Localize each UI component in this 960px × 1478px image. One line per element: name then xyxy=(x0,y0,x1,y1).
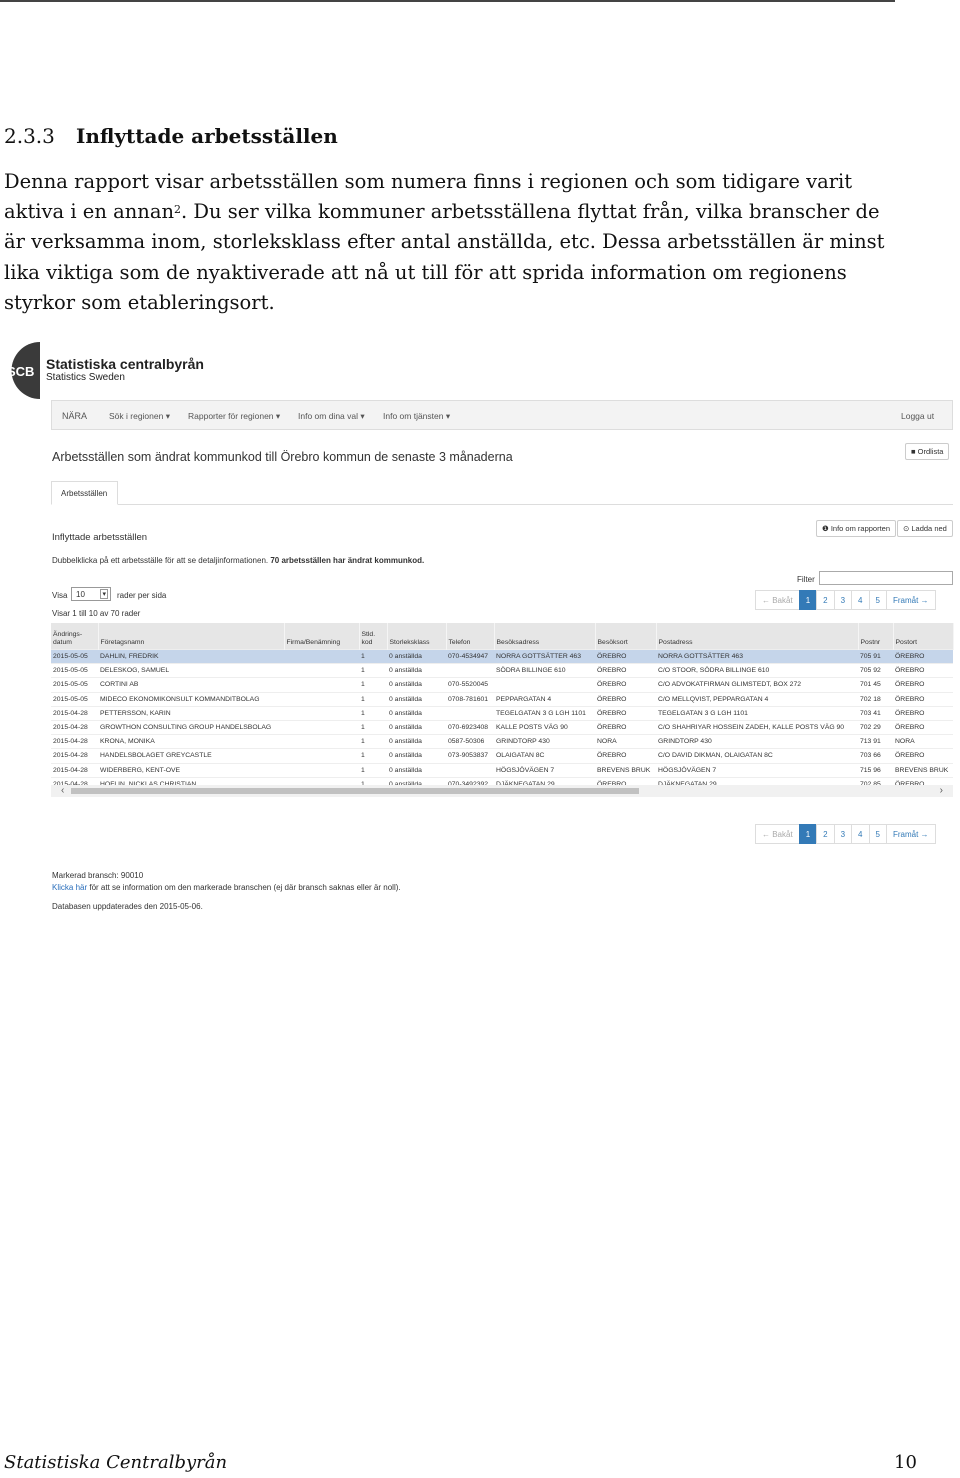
results-table xyxy=(51,623,954,791)
table-row[interactable] xyxy=(51,720,953,734)
table-cell: TEGELGATAN 3 G LGH 1101 xyxy=(656,706,858,720)
body-paragraph xyxy=(4,167,899,318)
table-cell xyxy=(284,692,359,706)
table-cell: 0 anställda xyxy=(387,692,446,706)
page-size-select[interactable] xyxy=(71,587,111,601)
page-1-button-bottom[interactable]: 1 xyxy=(799,824,817,844)
page-1-button[interactable]: 1 xyxy=(799,590,817,610)
table-cell: TEGELGATAN 3 G LGH 1101 xyxy=(494,706,595,720)
pagination-bottom xyxy=(756,824,936,844)
table-cell: ÖREBRO xyxy=(595,720,656,734)
table-cell: CORTINI AB xyxy=(98,678,284,692)
page-2-button-bottom[interactable]: 2 xyxy=(816,824,834,844)
marked-industry-info xyxy=(52,883,401,892)
table-cell: 703 66 xyxy=(858,749,893,763)
database-updated: Databasen uppdaterades den 2015-05-06. xyxy=(52,902,203,911)
table-cell: 0 anställda xyxy=(387,678,446,692)
horizontal-scrollbar[interactable] xyxy=(51,785,953,797)
table-cell: 2015-04-28 xyxy=(51,749,98,763)
table-cell xyxy=(446,706,494,720)
table-cell: 2015-05-05 xyxy=(51,664,98,678)
logout-link[interactable]: Logga ut xyxy=(901,411,935,421)
table-cell xyxy=(284,749,359,763)
table-cell: C/O DAVID DIKMAN, OLAIGATAN 8C xyxy=(656,749,858,763)
table-cell: MIDECO EKONOMIKONSULT KOMMANDITBOLAG xyxy=(98,692,284,706)
table-cell: ÖREBRO xyxy=(595,650,656,664)
prev-page-button[interactable]: ← Bakåt xyxy=(755,590,800,610)
table-cell: C/O STOOR, SÖDRA BILLINGE 610 xyxy=(656,664,858,678)
table-header-row xyxy=(51,623,953,650)
table-cell: KRONA, MONIKA xyxy=(98,735,284,749)
page-4-button-bottom[interactable]: 4 xyxy=(851,824,869,844)
table-cell: 1 xyxy=(359,650,387,664)
table-cell: 2015-04-28 xyxy=(51,706,98,720)
tab-divider xyxy=(51,504,953,505)
table-cell: ÖREBRO xyxy=(893,720,953,734)
page-5-button-bottom[interactable]: 5 xyxy=(869,824,887,844)
table-cell xyxy=(284,763,359,777)
column-header[interactable]: Postort xyxy=(893,623,953,650)
nav-item-info-tjansten[interactable]: Info om tjänsten ▾ xyxy=(383,411,451,421)
table-cell: 705 92 xyxy=(858,664,893,678)
table-cell: 2015-05-05 xyxy=(51,678,98,692)
table-cell: 2015-04-28 xyxy=(51,763,98,777)
footer-org: Statistiska Centralbyrån xyxy=(4,1452,228,1473)
table-cell: DAHLIN, FREDRIK xyxy=(98,650,284,664)
table-cell: HANDELSBOLAGET GREYCASTLE xyxy=(98,749,284,763)
info-report-label: Info om rapporten xyxy=(830,524,891,533)
book-icon: ■ xyxy=(911,447,918,456)
table-cell: 2015-04-28 xyxy=(51,735,98,749)
table-cell: 1 xyxy=(359,735,387,749)
page-4-button[interactable]: 4 xyxy=(851,590,869,610)
table-row[interactable] xyxy=(51,706,953,720)
table-cell xyxy=(284,735,359,749)
column-header[interactable]: Ändrings- datum xyxy=(51,623,98,650)
table-cell: C/O ADVOKATFIRMAN GLIMSTEDT, BOX 272 xyxy=(656,678,858,692)
page-3-button-bottom[interactable]: 3 xyxy=(834,824,852,844)
table-cell: OLAIGATAN 8C xyxy=(494,749,595,763)
table-cell: 0 anställda xyxy=(387,735,446,749)
table-cell: ÖREBRO xyxy=(893,706,953,720)
table-cell: ÖREBRO xyxy=(595,678,656,692)
table-row[interactable] xyxy=(51,749,953,763)
table-cell: PETTERSSON, KARIN xyxy=(98,706,284,720)
logo-mark: SCB xyxy=(7,364,35,379)
table-row[interactable] xyxy=(51,763,953,777)
table-cell: 0 anställda xyxy=(387,720,446,734)
desc-instruction: Dubbelklicka på ett arbetsställe för att se detaljinformationen. xyxy=(52,556,269,565)
pagination-top xyxy=(756,590,936,610)
paragraph-text-2: . Du ser vilka kommuner arbetsställena flyttat från, vilka branscher de är verksamma inom, storleksklass efter antal anställda, etc. Dessa arbetsställen är minst lika viktiga som de nyaktiverade att nå ut till för att sprida information om regionens styrkor som etableringsort. xyxy=(4,200,885,314)
info-icon: ❶ xyxy=(822,524,831,533)
marked-info-text: för att se information om den markerade branschen (ej där bransch saknas eller är noll). xyxy=(87,883,401,892)
next-page-button-bottom[interactable]: Framåt → xyxy=(886,824,936,844)
table-cell: NORRA GOTTSÄTTER 463 xyxy=(656,650,858,664)
table-cell: ÖREBRO xyxy=(893,664,953,678)
table-cell: ÖREBRO xyxy=(893,678,953,692)
app-screenshot xyxy=(0,338,960,928)
table-cell: 2015-05-05 xyxy=(51,650,98,664)
table-cell: ÖREBRO xyxy=(595,706,656,720)
nav-item-rapporter[interactable]: Rapporter för regionen ▾ xyxy=(188,411,281,421)
tab-arbetsstallen[interactable]: Arbetsställen xyxy=(51,481,118,505)
table-cell: NORRA GOTTSÄTTER 463 xyxy=(494,650,595,664)
table-cell: DELESKOG, SAMUEL xyxy=(98,664,284,678)
scb-logo-icon xyxy=(3,342,40,399)
scroll-right-icon[interactable]: › xyxy=(939,785,943,796)
table-cell: 1 xyxy=(359,749,387,763)
table-cell: 705 91 xyxy=(858,650,893,664)
table-cell: 1 xyxy=(359,706,387,720)
table-row[interactable] xyxy=(51,735,953,749)
table-cell: KALLE POSTS VÄG 90 xyxy=(494,720,595,734)
table-cell: 073-9053837 xyxy=(446,749,494,763)
table-cell: 2015-05-05 xyxy=(51,692,98,706)
column-header[interactable]: Postadress xyxy=(656,623,858,650)
table-cell: 070-4534947 xyxy=(446,650,494,664)
table-cell xyxy=(446,664,494,678)
table-cell: 702 18 xyxy=(858,692,893,706)
logo-name: Statistiska centralbyrån xyxy=(46,356,204,372)
info-report-button[interactable] xyxy=(816,520,896,537)
table-cell: 1 xyxy=(359,678,387,692)
nav-item-sok[interactable]: Sök i regionen ▾ xyxy=(109,411,170,421)
table-cell: C/O SHAHRIYAR HOSSEIN ZADEH, KALLE POSTS VÄG 90 xyxy=(656,720,858,734)
next-page-button[interactable]: Framåt → xyxy=(886,590,936,610)
table-cell: WIDERBERG, KENT-OVE xyxy=(98,763,284,777)
table-cell xyxy=(494,678,595,692)
table-cell: 0 anställda xyxy=(387,664,446,678)
table-cell: 0 anställda xyxy=(387,749,446,763)
table-cell xyxy=(284,706,359,720)
report-description xyxy=(52,556,424,565)
table-cell xyxy=(284,678,359,692)
nav-brand[interactable]: NÄRA xyxy=(62,411,88,421)
top-rule xyxy=(0,0,895,2)
table-cell xyxy=(284,664,359,678)
scroll-left-icon[interactable]: ‹ xyxy=(61,785,65,796)
table-row[interactable] xyxy=(51,678,953,692)
table-cell: 1 xyxy=(359,664,387,678)
page-2-button[interactable]: 2 xyxy=(816,590,834,610)
table-cell: GRINDTORP 430 xyxy=(494,735,595,749)
table-cell: ÖREBRO xyxy=(595,692,656,706)
ordlista-label: Ordlista xyxy=(917,447,944,456)
table-cell: NORA xyxy=(595,735,656,749)
section-title: Inflyttade arbetsställen xyxy=(76,124,338,148)
table-cell: 2015-04-28 xyxy=(51,720,98,734)
table-row[interactable] xyxy=(51,650,953,664)
table-cell xyxy=(284,650,359,664)
click-here-link[interactable]: Klicka här xyxy=(52,883,88,892)
page-number: 10 xyxy=(894,1452,917,1473)
table-cell: HÖGSJÖVÄGEN 7 xyxy=(656,763,858,777)
table-cell: 0 anställda xyxy=(387,650,446,664)
table-cell: GRINDTORP 430 xyxy=(656,735,858,749)
table-cell: BREVENS BRUK xyxy=(893,763,953,777)
showing-count: Visar 1 till 10 av 70 rader xyxy=(52,609,141,618)
footnote-ref[interactable]: 2 xyxy=(174,203,182,217)
table-cell: 0587-50306 xyxy=(446,735,494,749)
column-header[interactable]: Postnr xyxy=(858,623,893,650)
chevron-down-icon: ▾ xyxy=(102,591,106,598)
marked-industry: Markerad bransch: 90010 xyxy=(52,871,144,880)
table-cell: 070-5520045 xyxy=(446,678,494,692)
table-cell: 0708-781601 xyxy=(446,692,494,706)
download-icon: ⊙ xyxy=(903,524,912,533)
table-cell: ÖREBRO xyxy=(595,749,656,763)
page-title: Arbetsställen som ändrat kommunkod till Örebro kommun de senaste 3 månaderna xyxy=(52,450,513,464)
table-cell: 0 anställda xyxy=(387,706,446,720)
table-cell: ÖREBRO xyxy=(595,664,656,678)
table-cell xyxy=(446,763,494,777)
table-row[interactable] xyxy=(51,692,953,706)
table-cell: GROWTHON CONSULTING GROUP HANDELSBOLAG xyxy=(98,720,284,734)
top-navbar xyxy=(51,400,953,430)
table-body xyxy=(51,650,953,791)
table-cell: HÖGSJÖVÄGEN 7 xyxy=(494,763,595,777)
column-header[interactable]: Firma/Benämning xyxy=(284,623,359,650)
table-cell: 0 anställda xyxy=(387,763,446,777)
column-header[interactable]: Storleksklass xyxy=(387,623,446,650)
desc-count: 70 arbetsställen har ändrat kommunkod. xyxy=(270,556,425,565)
table-cell: SÖDRA BILLINGE 610 xyxy=(494,664,595,678)
scroll-thumb[interactable] xyxy=(71,788,639,794)
column-header[interactable]: Besöksadress xyxy=(494,623,595,650)
table-cell: 715 96 xyxy=(858,763,893,777)
table-cell: ÖREBRO xyxy=(893,749,953,763)
rows-per-page-label: rader per sida xyxy=(117,591,167,600)
ordlista-button[interactable] xyxy=(905,443,949,460)
table-cell: ÖREBRO xyxy=(893,692,953,706)
prev-page-button-bottom[interactable]: ← Bakåt xyxy=(755,824,800,844)
paragraph-text-1: Denna rapport visar arbetsställen som numera finns i regionen och som tidigare varit aktiva i en annan xyxy=(4,170,853,224)
page-5-button[interactable]: 5 xyxy=(869,590,887,610)
table-cell: NORA xyxy=(893,735,953,749)
section-heading xyxy=(4,124,338,148)
table-cell: 1 xyxy=(359,763,387,777)
table-cell: 1 xyxy=(359,720,387,734)
page-size-value: 10 xyxy=(76,590,85,599)
logo-subtitle: Statistics Sweden xyxy=(46,372,125,383)
table-cell: 703 41 xyxy=(858,706,893,720)
table-cell: 702 29 xyxy=(858,720,893,734)
table-cell: C/O MELLQVIST, PEPPARGATAN 4 xyxy=(656,692,858,706)
table-cell: 701 45 xyxy=(858,678,893,692)
filter-label: Filter xyxy=(797,575,815,584)
column-header[interactable]: Besöksort xyxy=(595,623,656,650)
section-number: 2.3.3 xyxy=(4,124,55,148)
table-cell xyxy=(284,720,359,734)
table-cell: PEPPARGATAN 4 xyxy=(494,692,595,706)
column-header[interactable]: Stld. kod xyxy=(359,623,387,650)
table-cell: 713 91 xyxy=(858,735,893,749)
table-row[interactable] xyxy=(51,664,953,678)
download-button[interactable] xyxy=(897,520,953,537)
visa-label: Visa xyxy=(52,591,68,600)
table-cell: BREVENS BRUK xyxy=(595,763,656,777)
table-cell: ÖREBRO xyxy=(893,650,953,664)
page-3-button[interactable]: 3 xyxy=(834,590,852,610)
column-header[interactable]: Företagsnamn xyxy=(98,623,284,650)
download-label: Ladda ned xyxy=(911,524,947,533)
report-subtitle: Inflyttade arbetsställen xyxy=(52,532,148,543)
nav-item-info-val[interactable]: Info om dina val ▾ xyxy=(298,411,365,421)
column-header[interactable]: Telefon xyxy=(446,623,494,650)
table-cell: 1 xyxy=(359,692,387,706)
filter-input[interactable] xyxy=(819,571,953,585)
table-cell: 070-6923408 xyxy=(446,720,494,734)
